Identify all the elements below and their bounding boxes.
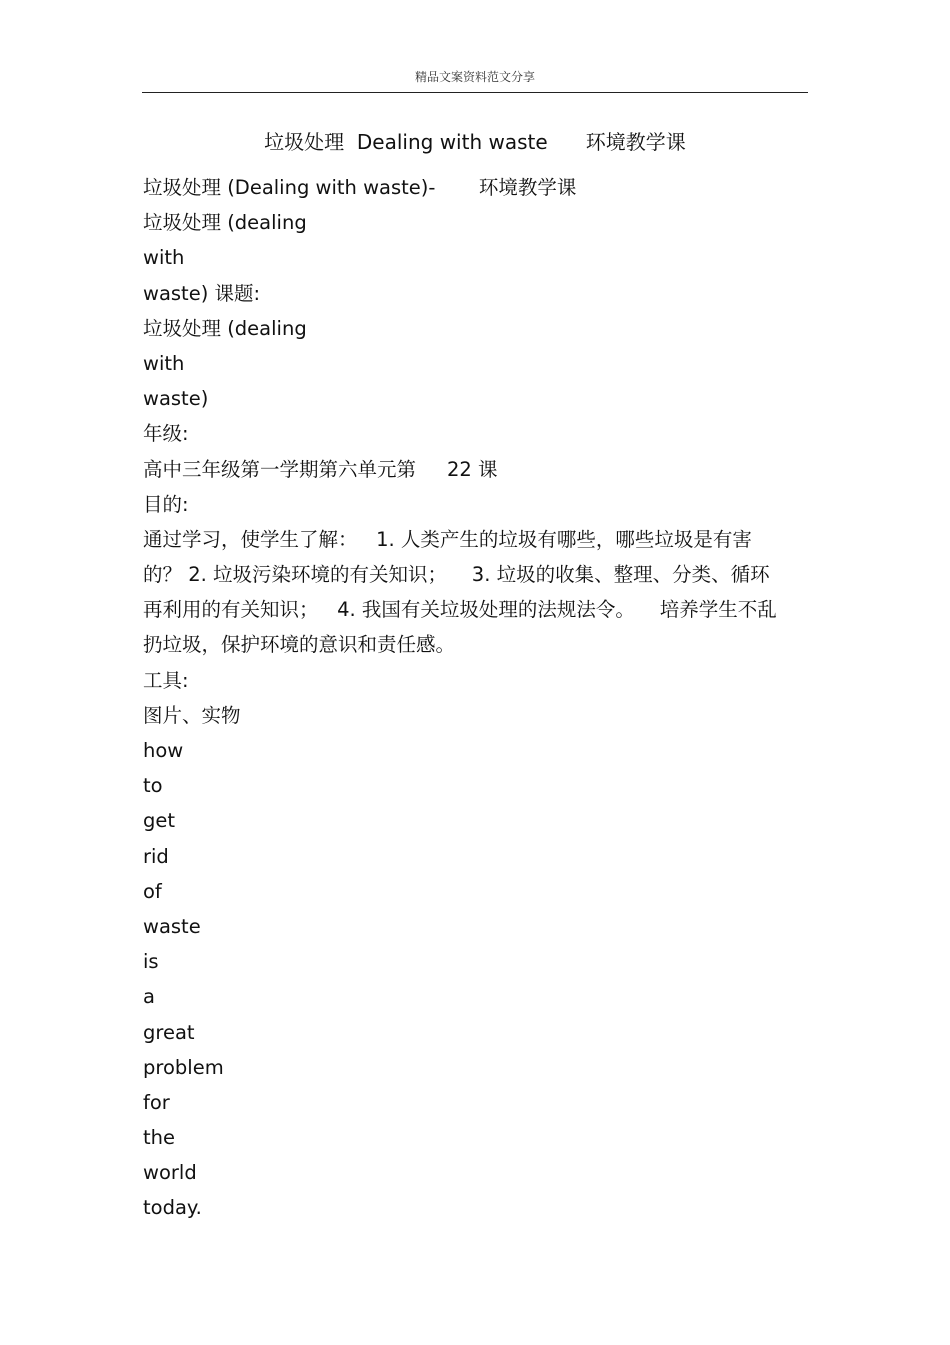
body-word: a <box>143 985 155 1009</box>
body-line: with <box>143 351 185 375</box>
purpose-text: 通过学习，使学生了解： 1. 人类产生的垃圾有哪些，哪些垃圾是有害 <box>143 527 752 551</box>
body-line: waste) <box>143 387 209 411</box>
body-line: with <box>143 246 185 270</box>
section-label-grade: 年级: <box>143 422 189 446</box>
purpose-text: 的？ 2. 垃圾污染环境的有关知识； 3. 垃圾的收集、整理、分类、循环 <box>143 563 770 587</box>
body-word: today. <box>143 1196 202 1220</box>
header-text: 精品文案资料范文分享 <box>414 70 535 84</box>
body-word: problem <box>143 1055 224 1079</box>
grade-value: 高中三年级第一学期第六单元第 22 课 <box>143 457 498 481</box>
document-title: 垃圾处理 Dealing with waste 环境教学课 <box>264 130 686 154</box>
body-line: waste) 课题: <box>143 281 261 305</box>
body-line: 垃圾处理 (dealing <box>143 316 307 340</box>
purpose-text: 再利用的有关知识； 4. 我国有关垃圾处理的法规法令。 培养学生不乱 <box>143 598 777 622</box>
page-header <box>142 62 808 93</box>
body-word: get <box>143 809 176 833</box>
section-label-tools: 工具: <box>143 668 189 692</box>
body-word: waste <box>143 914 201 938</box>
body-word: to <box>143 774 163 798</box>
body-word: the <box>143 1126 176 1150</box>
body-word: rid <box>143 844 169 868</box>
body-line: 垃圾处理 (dealing <box>143 211 307 235</box>
document-body <box>143 170 803 1226</box>
body-word: for <box>143 1090 170 1114</box>
body-word: world <box>143 1161 197 1185</box>
purpose-text: 扔垃圾，保护环境的意识和责任感。 <box>143 633 456 657</box>
body-word: of <box>143 879 162 903</box>
section-label-purpose: 目的: <box>143 492 189 516</box>
body-word: great <box>143 1020 195 1044</box>
body-line: 垃圾处理 (Dealing with waste)- 环境教学课 <box>143 176 577 199</box>
body-word: how <box>143 739 184 762</box>
tools-value: 图片、实物 <box>143 703 241 727</box>
body-word: is <box>143 950 159 974</box>
